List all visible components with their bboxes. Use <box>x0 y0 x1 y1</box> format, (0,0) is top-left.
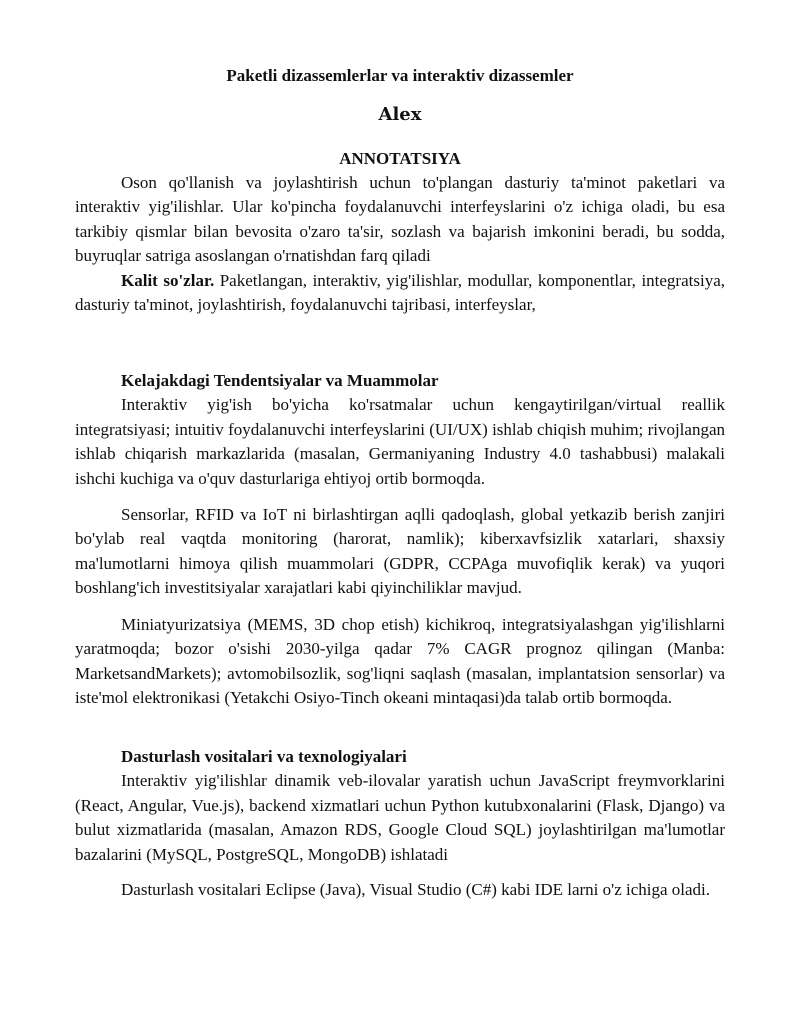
section-paragraph: Interaktiv yig'ilishlar dinamik veb-ilovalar yaratish uchun JavaScript freymvorklarini (React, Angular, Vue.js), backend xizmatlari uchun Python kutubxonalarini (Flask, Django) va bulut xizmatlarida (masalan, Amazon RDS, Google Cloud SQL) joylashtirilgan ma'lumotlar bazalarini (MySQL, PostgreSQL, MongoDB) ishlatadi <box>75 771 725 864</box>
keywords-paragraph <box>75 269 725 318</box>
document-title: Paketli dizassemlerlar va interaktiv dizassemler <box>226 66 574 85</box>
section-paragraph: Dasturlash vositalari Eclipse (Java), Visual Studio (C#) kabi IDE larni o'z ichiga oladi. <box>121 879 711 899</box>
section-paragraph: Sensorlar, RFID va IoT ni birlashtirgan aqlli qadoqlash, global yetkazib berish zanjiri bo'ylab real vaqtda monitoring (harorat, namlik); kiberxavfsizlik xatarlari, shaxsiy ma'lumotlarni himoya qilish muammolari (GDPR, CCPAga muvofiqlik kerak) va yuqori boshlang'ich investitsiyalar xarajatlari kabi qiyinchiliklar mavjud. <box>75 505 725 598</box>
document-page <box>75 64 725 902</box>
section-heading-trends: Kelajakdagi Tendentsiyalar va Muammolar <box>121 371 439 391</box>
section-paragraph: Miniatyurizatsiya (MEMS, 3D chop etish) kichikroq, integratsiyalashgan yig'ilishlarni yaratmoqda; bozor o'sishi 2030-yilga qadar 7% CAGR prognoz qilingan (Manba: MarketsandMarkets); avtomobilsozlik, sog'liqni saqlash (masalan, implantatsion sensorlar) va iste'mol elektronikasi (Yetakchi Osiyo-Tinch okeani mintaqasi)da talab ortib bormoqda. <box>75 614 725 707</box>
abstract-heading: ANNOTATSIYA <box>339 149 461 168</box>
keywords-label: Kalit so'zlar. <box>121 270 215 290</box>
keywords-text: Paketlangan, interaktiv, yig'ilishlar, modullar, komponentlar, integratsiya, dasturiy ta'minot, joylashtirish, foydalanuvchi tajribasi, interfeyslar, <box>75 270 725 315</box>
section-heading-tools: Dasturlash vositalari va texnologiyalari <box>121 747 407 767</box>
abstract-paragraph: Oson qo'llanish va joylashtirish uchun to'plangan dasturiy ta'minot paketlari va interaktiv yig'ilishlar. Ular ko'pincha foydalanuvchi interfeyslarini o'z ichiga oladi, bu esa tarkibiy qismlar bilan bevosita o'zaro ta'sir, sozlash va bajarish imkonini beradi, bu sodda, buyruqlar satriga asoslangan o'rnatishdan farq qiladi <box>75 173 725 266</box>
section-paragraph: Interaktiv yig'ish bo'yicha ko'rsatmalar uchun kengaytirilgan/virtual reallik integratsiyasi; intuitiv foydalanuvchi interfeyslarini (UI/UX) ishlab chiqish muhim; rivojlangan ishlab chiqarish markazlarida (masalan, Germaniyaning Industry 4.0 tashabbusi) malakali ishchi kuchiga va o'quv dasturlariga ehtiyoj ortib bormoqda. <box>75 395 725 488</box>
author-name: Alex <box>378 104 422 125</box>
